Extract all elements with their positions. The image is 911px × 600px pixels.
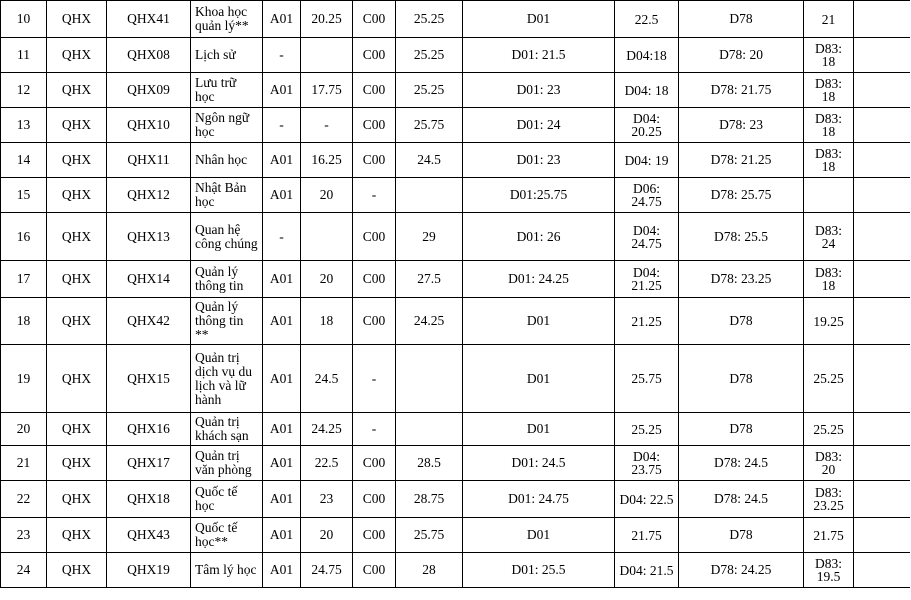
a01-label: A01 — [263, 298, 301, 345]
d83-score — [804, 178, 854, 213]
c00-score: 24.25 — [396, 298, 463, 345]
major-name: Quản trị khách sạn — [191, 413, 263, 446]
a01-score: 16.25 — [301, 143, 353, 178]
d83-score: 21.75 — [804, 518, 854, 553]
c00-score: 25.75 — [396, 108, 463, 143]
empty-cell — [854, 108, 910, 143]
school-code: QHX — [47, 108, 107, 143]
empty-cell — [854, 345, 910, 413]
major-code: QHX08 — [107, 38, 191, 73]
school-code: QHX — [47, 213, 107, 261]
school-code: QHX — [47, 345, 107, 413]
a01-label: A01 — [263, 518, 301, 553]
c00-label: C00 — [353, 108, 396, 143]
empty-cell — [854, 413, 910, 446]
major-code: QHX19 — [107, 553, 191, 588]
c00-score — [396, 178, 463, 213]
d01-score: D01: 24.5 — [463, 446, 615, 481]
row-number: 23 — [1, 518, 47, 553]
a01-label: A01 — [263, 553, 301, 588]
d83-score: D83: 20 — [804, 446, 854, 481]
empty-cell — [854, 446, 910, 481]
empty-cell — [854, 213, 910, 261]
a01-score: 20 — [301, 178, 353, 213]
a01-score — [301, 38, 353, 73]
major-name: Quản trị dịch vụ du lịch và lữ hành — [191, 345, 263, 413]
a01-label: A01 — [263, 178, 301, 213]
a01-score — [301, 213, 353, 261]
d01-score: D01: 24.75 — [463, 481, 615, 518]
d01-score: D01: 25.5 — [463, 553, 615, 588]
row-number: 10 — [1, 1, 47, 38]
c00-label: - — [353, 413, 396, 446]
a01-label: - — [263, 108, 301, 143]
d78-score: D78: 24.5 — [679, 481, 804, 518]
d78-score: D78: 21.75 — [679, 73, 804, 108]
row-number: 13 — [1, 108, 47, 143]
row-number: 19 — [1, 345, 47, 413]
school-code: QHX — [47, 446, 107, 481]
c00-label: C00 — [353, 553, 396, 588]
table-row — [1, 108, 910, 143]
d04-score: D04: 24.75 — [615, 213, 679, 261]
major-name: Ngôn ngữ học — [191, 108, 263, 143]
major-code: QHX10 — [107, 108, 191, 143]
empty-cell — [854, 1, 910, 38]
d01-score: D01 — [463, 518, 615, 553]
d04-score: 22.5 — [615, 1, 679, 38]
c00-label: - — [353, 178, 396, 213]
a01-label: A01 — [263, 73, 301, 108]
c00-label: C00 — [353, 143, 396, 178]
major-name: Nhật Bản học — [191, 178, 263, 213]
a01-score: 24.25 — [301, 413, 353, 446]
row-number: 20 — [1, 413, 47, 446]
row-number: 12 — [1, 73, 47, 108]
empty-cell — [854, 178, 910, 213]
major-name: Quốc tế học — [191, 481, 263, 518]
c00-label: C00 — [353, 518, 396, 553]
d78-score: D78 — [679, 518, 804, 553]
row-number: 16 — [1, 213, 47, 261]
c00-label: C00 — [353, 261, 396, 298]
empty-cell — [854, 261, 910, 298]
c00-label: C00 — [353, 213, 396, 261]
school-code: QHX — [47, 413, 107, 446]
d04-score: 21.25 — [615, 298, 679, 345]
major-name: Lịch sử — [191, 38, 263, 73]
table-row — [1, 446, 910, 481]
d78-score: D78: 24.25 — [679, 553, 804, 588]
c00-label: C00 — [353, 298, 396, 345]
a01-label: A01 — [263, 413, 301, 446]
d78-score: D78: 21.25 — [679, 143, 804, 178]
a01-score: 24.75 — [301, 553, 353, 588]
d83-score: D83: 24 — [804, 213, 854, 261]
d04-score: 25.75 — [615, 345, 679, 413]
major-code: QHX18 — [107, 481, 191, 518]
d04-score: D04:18 — [615, 38, 679, 73]
table-row — [1, 518, 910, 553]
table-row — [1, 261, 910, 298]
d83-score: D83: 18 — [804, 143, 854, 178]
a01-label: - — [263, 38, 301, 73]
d83-score: 25.25 — [804, 345, 854, 413]
d01-score: D01 — [463, 345, 615, 413]
table-row — [1, 73, 910, 108]
a01-score: 23 — [301, 481, 353, 518]
a01-label: A01 — [263, 345, 301, 413]
table-body — [1, 1, 910, 588]
empty-cell — [854, 143, 910, 178]
d83-score: D83: 18 — [804, 73, 854, 108]
d04-score: 21.75 — [615, 518, 679, 553]
d83-score: D83: 23.25 — [804, 481, 854, 518]
d01-score: D01: 24 — [463, 108, 615, 143]
school-code: QHX — [47, 261, 107, 298]
d78-score: D78 — [679, 1, 804, 38]
school-code: QHX — [47, 143, 107, 178]
c00-label: C00 — [353, 481, 396, 518]
a01-score: - — [301, 108, 353, 143]
d04-score: 25.25 — [615, 413, 679, 446]
table-row — [1, 345, 910, 413]
major-code: QHX12 — [107, 178, 191, 213]
c00-label: C00 — [353, 446, 396, 481]
a01-label: A01 — [263, 261, 301, 298]
a01-label: A01 — [263, 446, 301, 481]
d78-score: D78: 25.5 — [679, 213, 804, 261]
major-name: Khoa học quản lý** — [191, 1, 263, 38]
major-name: Nhân học — [191, 143, 263, 178]
c00-score — [396, 345, 463, 413]
d04-score: D04: 22.5 — [615, 481, 679, 518]
d83-score: 25.25 — [804, 413, 854, 446]
school-code: QHX — [47, 553, 107, 588]
major-name: Quản lý thông tin — [191, 261, 263, 298]
major-code: QHX17 — [107, 446, 191, 481]
row-number: 14 — [1, 143, 47, 178]
d78-score: D78 — [679, 413, 804, 446]
table-row — [1, 298, 910, 345]
table-row — [1, 413, 910, 446]
table-row — [1, 213, 910, 261]
c00-label: C00 — [353, 73, 396, 108]
a01-score: 24.5 — [301, 345, 353, 413]
school-code: QHX — [47, 481, 107, 518]
major-name: Tâm lý học — [191, 553, 263, 588]
d01-score: D01: 23 — [463, 73, 615, 108]
d78-score: D78: 23 — [679, 108, 804, 143]
empty-cell — [854, 518, 910, 553]
c00-score: 28.5 — [396, 446, 463, 481]
c00-score — [396, 413, 463, 446]
major-name: Quốc tế học** — [191, 518, 263, 553]
school-code: QHX — [47, 518, 107, 553]
d83-score: D83: 18 — [804, 261, 854, 298]
school-code: QHX — [47, 298, 107, 345]
row-number: 18 — [1, 298, 47, 345]
a01-label: A01 — [263, 481, 301, 518]
c00-score: 28 — [396, 553, 463, 588]
c00-score: 25.25 — [396, 38, 463, 73]
major-code: QHX42 — [107, 298, 191, 345]
d78-score: D78 — [679, 345, 804, 413]
table-row — [1, 1, 910, 38]
d01-score: D01 — [463, 413, 615, 446]
major-name: Quản lý thông tin ** — [191, 298, 263, 345]
a01-label: A01 — [263, 143, 301, 178]
a01-score: 22.5 — [301, 446, 353, 481]
d78-score: D78: 25.75 — [679, 178, 804, 213]
empty-cell — [854, 38, 910, 73]
c00-label: C00 — [353, 1, 396, 38]
c00-score: 24.5 — [396, 143, 463, 178]
d04-score: D04: 20.25 — [615, 108, 679, 143]
row-number: 15 — [1, 178, 47, 213]
d04-score: D04: 21.25 — [615, 261, 679, 298]
major-code: QHX11 — [107, 143, 191, 178]
d83-score: 19.25 — [804, 298, 854, 345]
d04-score: D04: 18 — [615, 73, 679, 108]
empty-cell — [854, 481, 910, 518]
major-code: QHX15 — [107, 345, 191, 413]
c00-score: 27.5 — [396, 261, 463, 298]
c00-score: 25.75 — [396, 518, 463, 553]
a01-label: A01 — [263, 1, 301, 38]
d01-score: D01:25.75 — [463, 178, 615, 213]
empty-cell — [854, 73, 910, 108]
a01-score: 20 — [301, 518, 353, 553]
row-number: 17 — [1, 261, 47, 298]
d83-score: D83: 18 — [804, 38, 854, 73]
table-row — [1, 553, 910, 588]
d83-score: D83: 18 — [804, 108, 854, 143]
major-name: Quản trị văn phòng — [191, 446, 263, 481]
a01-score: 17.75 — [301, 73, 353, 108]
major-name: Quan hệ công chúng — [191, 213, 263, 261]
d78-score: D78: 20 — [679, 38, 804, 73]
a01-score: 18 — [301, 298, 353, 345]
major-code: QHX43 — [107, 518, 191, 553]
a01-label: - — [263, 213, 301, 261]
d04-score: D04: 23.75 — [615, 446, 679, 481]
table-row — [1, 178, 910, 213]
c00-score: 29 — [396, 213, 463, 261]
c00-score: 25.25 — [396, 73, 463, 108]
empty-cell — [854, 298, 910, 345]
table-row — [1, 38, 910, 73]
empty-cell — [854, 553, 910, 588]
c00-score: 28.75 — [396, 481, 463, 518]
major-name: Lưu trữ học — [191, 73, 263, 108]
major-code: QHX41 — [107, 1, 191, 38]
major-code: QHX13 — [107, 213, 191, 261]
a01-score: 20 — [301, 261, 353, 298]
table-row — [1, 143, 910, 178]
row-number: 21 — [1, 446, 47, 481]
d01-score: D01: 24.25 — [463, 261, 615, 298]
d78-score: D78 — [679, 298, 804, 345]
d83-score: D83: 19.5 — [804, 553, 854, 588]
d04-score: D04: 19 — [615, 143, 679, 178]
d78-score: D78: 23.25 — [679, 261, 804, 298]
a01-score: 20.25 — [301, 1, 353, 38]
school-code: QHX — [47, 38, 107, 73]
d01-score: D01: 23 — [463, 143, 615, 178]
row-number: 22 — [1, 481, 47, 518]
d01-score: D01: 26 — [463, 213, 615, 261]
d04-score: D04: 21.5 — [615, 553, 679, 588]
table-row — [1, 481, 910, 518]
row-number: 24 — [1, 553, 47, 588]
c00-score: 25.25 — [396, 1, 463, 38]
major-code: QHX09 — [107, 73, 191, 108]
school-code: QHX — [47, 1, 107, 38]
d01-score: D01 — [463, 298, 615, 345]
c00-label: C00 — [353, 38, 396, 73]
school-code: QHX — [47, 73, 107, 108]
major-code: QHX16 — [107, 413, 191, 446]
d01-score: D01 — [463, 1, 615, 38]
c00-label: - — [353, 345, 396, 413]
major-code: QHX14 — [107, 261, 191, 298]
d78-score: D78: 24.5 — [679, 446, 804, 481]
d01-score: D01: 21.5 — [463, 38, 615, 73]
row-number: 11 — [1, 38, 47, 73]
school-code: QHX — [47, 178, 107, 213]
d83-score: 21 — [804, 1, 854, 38]
d04-score: D06: 24.75 — [615, 178, 679, 213]
